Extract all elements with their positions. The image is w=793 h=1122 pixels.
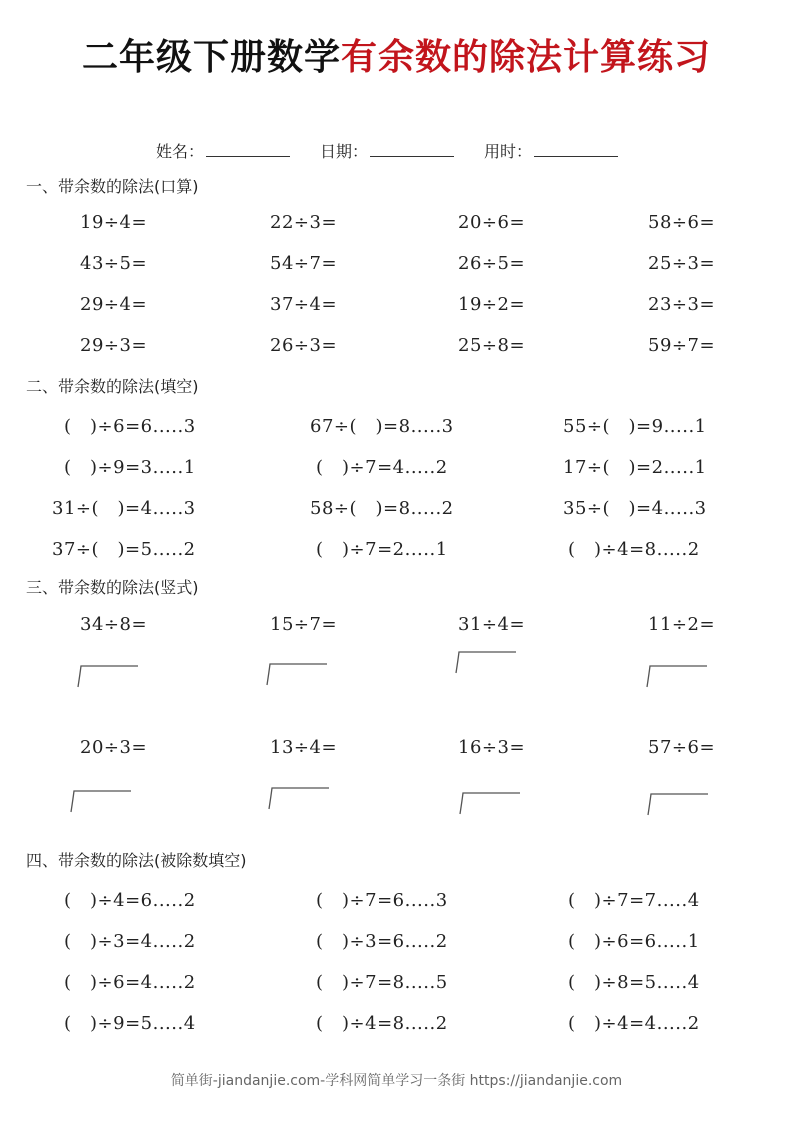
title-grade: 二年级下册数学 [81, 37, 341, 78]
problem: ( )÷9=3.....1 [64, 457, 196, 478]
problem: ( )÷9=5.....4 [64, 1013, 196, 1034]
section-2-row [0, 412, 793, 436]
problem: 20÷6= [458, 212, 526, 233]
problem: ( )÷6=6.....3 [64, 416, 196, 437]
problem: 43÷5= [80, 253, 148, 274]
problem: 58÷6= [648, 212, 716, 233]
name-blank[interactable] [206, 138, 290, 157]
problem: 54÷7= [270, 253, 338, 274]
section-2-row [0, 494, 793, 518]
problem: ( )÷8=5.....4 [568, 972, 700, 993]
problem: 13÷4= [270, 737, 338, 758]
footer-watermark: 简单街-jiandanjie.com-学科网简单学习一条街 https://jiandanjie.com [170, 1073, 623, 1089]
problem: 57÷6= [648, 737, 716, 758]
info-line [156, 138, 648, 162]
date-label: 日期： [320, 142, 369, 161]
problem: 25÷3= [648, 253, 716, 274]
problem: 59÷7= [648, 335, 716, 356]
title-topic: 有余数的除法计算练习 [341, 37, 712, 78]
section-1-heading: 一、带余数的除法(口算) [26, 177, 199, 196]
long-division-bracket [459, 791, 517, 811]
section-4-row [0, 886, 793, 910]
problem: 16÷3= [458, 737, 526, 758]
section-2-row [0, 453, 793, 477]
problem: ( )÷4=4.....2 [568, 1013, 700, 1034]
problem: 35÷( )=4.....3 [563, 498, 707, 519]
problem: 25÷8= [458, 335, 526, 356]
problem: 31÷( )=4.....3 [52, 498, 196, 519]
problem: ( )÷3=6.....2 [316, 931, 448, 952]
time-blank[interactable] [534, 138, 618, 157]
problem: 55÷( )=9.....1 [563, 416, 707, 437]
problem: ( )÷3=4.....2 [64, 931, 196, 952]
problem: 23÷3= [648, 294, 716, 315]
long-division-bracket [646, 664, 704, 684]
section-4-row [0, 1009, 793, 1033]
time-label: 用时： [484, 142, 533, 161]
problem: ( )÷7=4.....2 [316, 457, 448, 478]
problem: ( )÷6=6.....1 [568, 931, 700, 952]
section-4-heading: 四、带余数的除法(被除数填空) [26, 851, 247, 870]
problem: 26÷5= [458, 253, 526, 274]
problem: ( )÷7=2.....1 [316, 539, 448, 560]
long-division-bracket [268, 786, 326, 806]
date-field [320, 138, 454, 162]
name-field [156, 138, 290, 162]
problem: 67÷( )=8.....3 [310, 416, 454, 437]
problem: 11÷2= [648, 614, 716, 635]
problem: 19÷2= [458, 294, 526, 315]
section-3-row [0, 737, 793, 761]
section-3-heading: 三、带余数的除法(竖式) [26, 578, 199, 597]
long-division-bracket [77, 664, 135, 684]
section-3-row [0, 614, 793, 638]
problem: 58÷( )=8.....2 [310, 498, 454, 519]
problem: 20÷3= [80, 737, 148, 758]
long-division-bracket [266, 662, 324, 682]
problem: 31÷4= [458, 614, 526, 635]
section-1-row [0, 212, 793, 236]
long-division-bracket [455, 650, 513, 670]
section-2-heading: 二、带余数的除法(填空) [26, 377, 199, 396]
problem: 34÷8= [80, 614, 148, 635]
problem: 17÷( )=2.....1 [563, 457, 707, 478]
problem: ( )÷7=7.....4 [568, 890, 700, 911]
section-1-row [0, 335, 793, 359]
section-1-row [0, 294, 793, 318]
problem: 22÷3= [270, 212, 338, 233]
date-blank[interactable] [370, 138, 454, 157]
section-2-row [0, 535, 793, 559]
long-division-bracket [647, 792, 705, 812]
problem: 19÷4= [80, 212, 148, 233]
problem: ( )÷4=6.....2 [64, 890, 196, 911]
name-label: 姓名： [156, 142, 205, 161]
problem: ( )÷4=8.....2 [316, 1013, 448, 1034]
problem: 15÷7= [270, 614, 338, 635]
problem: 37÷( )=5.....2 [52, 539, 196, 560]
section-1-row [0, 253, 793, 277]
problem: ( )÷4=8.....2 [568, 539, 700, 560]
problem: 29÷3= [80, 335, 148, 356]
section-4-row [0, 927, 793, 951]
problem: 29÷4= [80, 294, 148, 315]
page-title [0, 34, 793, 82]
problem: 26÷3= [270, 335, 338, 356]
section-4-row [0, 968, 793, 992]
problem: 37÷4= [270, 294, 338, 315]
problem: ( )÷6=4.....2 [64, 972, 196, 993]
problem: ( )÷7=6.....3 [316, 890, 448, 911]
time-field [484, 138, 618, 162]
long-division-bracket [70, 789, 128, 809]
problem: ( )÷7=8.....5 [316, 972, 448, 993]
